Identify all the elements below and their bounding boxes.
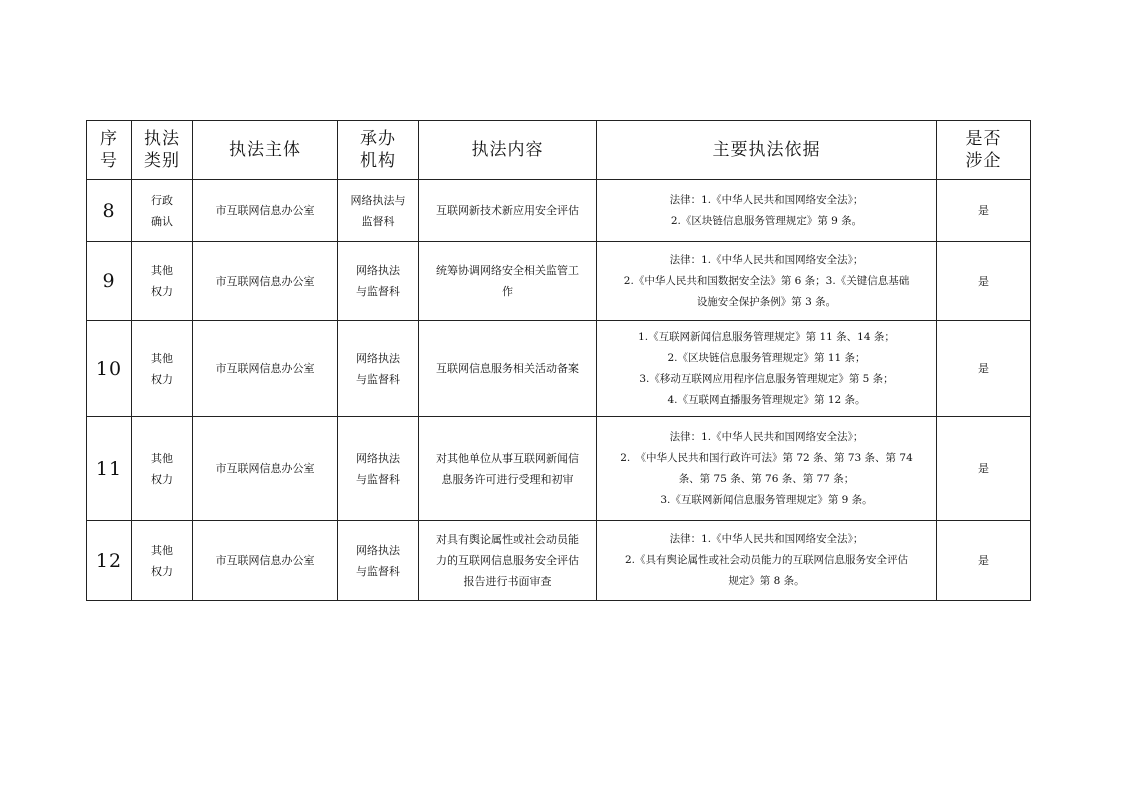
row-subject: 市互联网信息办公室: [193, 521, 338, 601]
row-agency: 网络执法 与监督科: [338, 242, 419, 321]
law-enforcement-table: [86, 120, 1031, 601]
table-row: [87, 242, 1031, 321]
table-row: [87, 521, 1031, 601]
row-enterprise: 是: [937, 180, 1031, 242]
header-basis: 主要执法依据: [597, 121, 937, 180]
row-enterprise: 是: [937, 417, 1031, 521]
row-subject: 市互联网信息办公室: [193, 242, 338, 321]
row-agency: 网络执法 与监督科: [338, 521, 419, 601]
header-content: 执法内容: [419, 121, 597, 180]
row-subject: 市互联网信息办公室: [193, 417, 338, 521]
row-seq: 10: [87, 321, 132, 417]
header-subject: 执法主体: [193, 121, 338, 180]
table-row: [87, 180, 1031, 242]
row-basis: 法律：1.《中华人民共和国网络安全法》； 2.《中华人民共和国数据安全法》第 6 条；3.《关键信息基础 设施安全保护条例》第 3 条。: [597, 242, 937, 321]
row-agency: 网络执法 与监督科: [338, 321, 419, 417]
table-row: [87, 417, 1031, 521]
row-basis: 法律：1.《中华人民共和国网络安全法》； 2.《区块链信息服务管理规定》第 9 条。: [597, 180, 937, 242]
row-content: 统筹协调网络安全相关监管工 作: [419, 242, 597, 321]
row-content: 对其他单位从事互联网新闻信 息服务许可进行受理和初审: [419, 417, 597, 521]
row-content: 互联网信息服务相关活动备案: [419, 321, 597, 417]
row-basis: 法律：1.《中华人民共和国网络安全法》； 2. 《中华人民共和国行政许可法》第 72 条、第 73 条、第 74 条、第 75 条、第 76 条、第 77 条； 3.《互联网新闻信息服务管理规定》第 9 条。: [597, 417, 937, 521]
row-agency: 网络执法与 监督科: [338, 180, 419, 242]
row-basis: 法律：1.《中华人民共和国网络安全法》； 2.《具有舆论属性或社会动员能力的互联网信息服务安全评估 规定》第 8 条。: [597, 521, 937, 601]
row-seq: 11: [87, 417, 132, 521]
header-seq: 序 号: [87, 121, 132, 180]
row-category: 行政 确认: [132, 180, 193, 242]
table-header-row: [87, 121, 1031, 180]
row-enterprise: 是: [937, 242, 1031, 321]
header-category: 执法 类别: [132, 121, 193, 180]
table-row: [87, 321, 1031, 417]
row-seq: 12: [87, 521, 132, 601]
row-subject: 市互联网信息办公室: [193, 321, 338, 417]
row-enterprise: 是: [937, 521, 1031, 601]
row-content: 互联网新技术新应用安全评估: [419, 180, 597, 242]
row-agency: 网络执法 与监督科: [338, 417, 419, 521]
row-category: 其他 权力: [132, 242, 193, 321]
row-category: 其他 权力: [132, 521, 193, 601]
row-enterprise: 是: [937, 321, 1031, 417]
header-enterprise: 是否 涉企: [937, 121, 1031, 180]
row-content: 对具有舆论属性或社会动员能 力的互联网信息服务安全评估 报告进行书面审查: [419, 521, 597, 601]
header-agency: 承办 机构: [338, 121, 419, 180]
row-seq: 8: [87, 180, 132, 242]
row-category: 其他 权力: [132, 417, 193, 521]
row-category: 其他 权力: [132, 321, 193, 417]
row-seq: 9: [87, 242, 132, 321]
row-subject: 市互联网信息办公室: [193, 180, 338, 242]
row-basis: 1.《互联网新闻信息服务管理规定》第 11 条、14 条； 2.《区块链信息服务管理规定》第 11 条； 3.《移动互联网应用程序信息服务管理规定》第 5 条； 4.《互联网直播服务管理规定》第 12 条。: [597, 321, 937, 417]
